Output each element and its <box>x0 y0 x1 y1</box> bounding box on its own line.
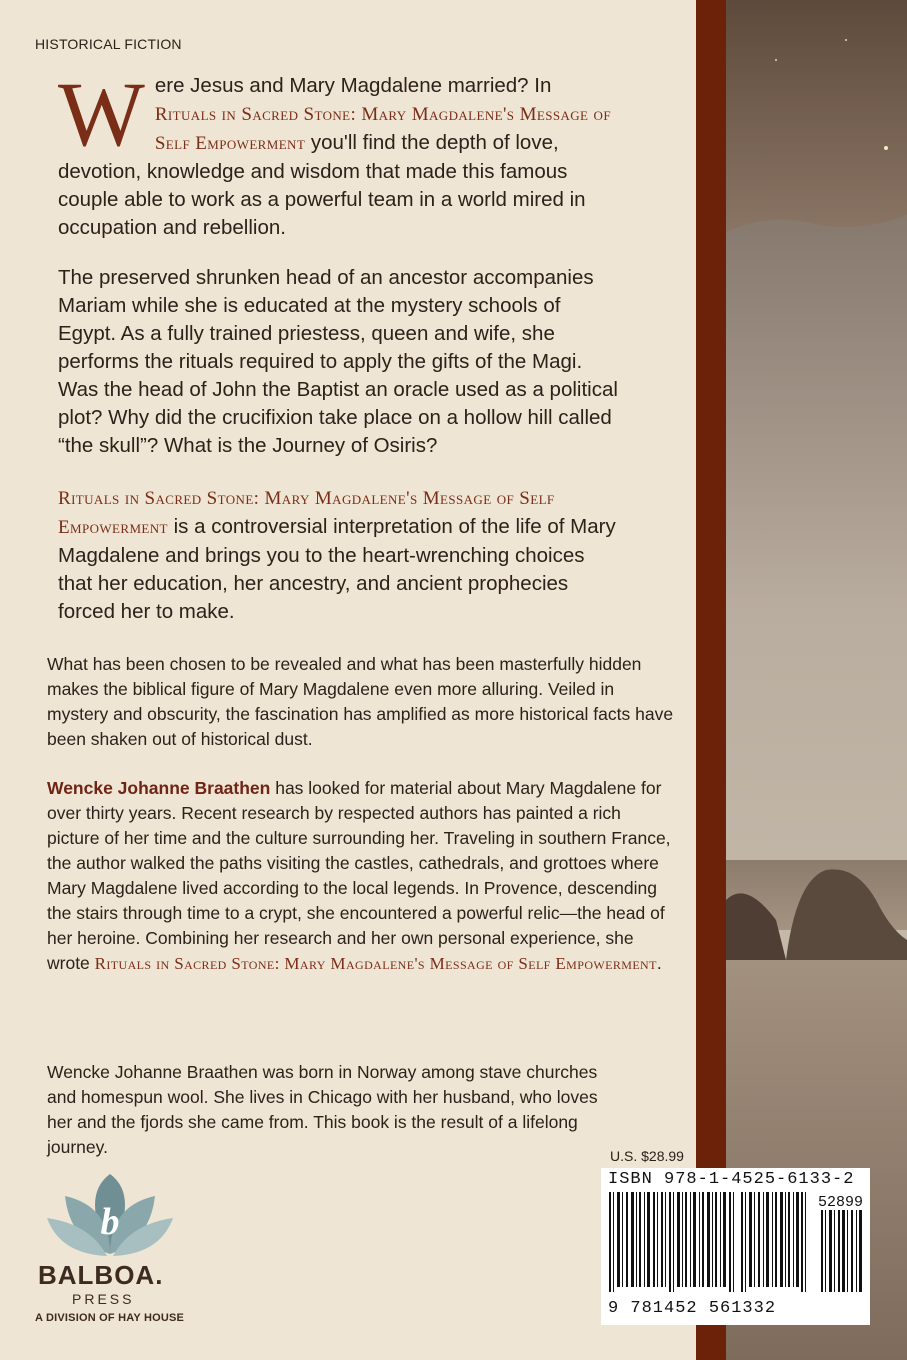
spine-stripe <box>696 0 726 1360</box>
interpretation-paragraph <box>58 484 618 626</box>
isbn-label: ISBN 978-1-4525-6133-2 <box>608 1170 855 1189</box>
category-label: HISTORICAL FICTION <box>35 36 182 52</box>
interpretation-rest: is a controversial interpretation of the life of Mary Magdalene and brings you to the heart-wrenching choices that her education, her ancestry, and ancient prophecies forced her to make. <box>58 515 616 623</box>
intro-paragraph <box>58 63 618 242</box>
intro-rest: you'll find the depth of love, devotion, knowledge and wisdom that made this famous couple able to work as a powerful team in a world mired in occupation and rebellion. <box>58 131 586 239</box>
mystery-paragraph: What has been chosen to be revealed and what has been masterfully hidden makes the biblical figure of Mary Magdalene even more alluring. Veiled in mystery and obscurity, the fascination has amplified as more historical facts have been shaken out of historical dust. <box>47 654 674 749</box>
author-research-paragraph: Wencke Johanne Braathen has looked for material about Mary Magdalene for over thirty years. Recent research by respected authors has painted a rich picture of her time and the culture surrounding her. Traveling in southern France, the author walked the paths visiting the castles, cathedrals, and grottoes where Mary Magdalene lived according to the local legends. In Provence, descending the stairs through time to a crypt, she encountered a powerful relic—the head of her heroine. Combining her research and her own personal experience, she wrote Rituals in Sacred Stone: Mary Magdalene's Message of Self Empowerment. <box>47 778 671 973</box>
drop-cap: W <box>58 63 145 165</box>
synopsis-paragraph: The preserved shrunken head of an ancestor accompanies Mariam while she is educated at the mystery schools of Egypt. As a fully trained priestess, queen and wife, she performs the rituals required to apply the gifts of the Magi. Was the head of John the Baptist an oracle used as a political plot? Why did the crucifixion take place on a hollow hill called “the skull”? What is the Journey of Osiris? <box>58 266 618 457</box>
author-name: Wencke Johanne Braathen <box>47 778 271 798</box>
publisher-wordmark <box>38 1260 188 1307</box>
beach-photo <box>726 0 907 1360</box>
price-label: U.S. $28.99 <box>610 1148 684 1164</box>
logo-letter: b <box>100 1201 120 1243</box>
publisher-name: BALBOA. <box>38 1260 164 1290</box>
intro-lead: ere Jesus and Mary Magdalene married? In <box>154 74 552 97</box>
book-title-inline: Rituals in Sacred Stone: Mary Magdalene's Message of Self Empowerment <box>58 488 555 538</box>
barcode-addon-code: 52899 <box>818 1194 864 1211</box>
balboa-lotus-logo <box>35 1166 185 1266</box>
publisher-sub: PRESS <box>72 1291 135 1307</box>
barcode-number: 9 781452 561332 <box>608 1299 777 1318</box>
publisher-division: A DIVISION OF HAY HOUSE <box>35 1312 185 1324</box>
author-research-text: has looked for material about Mary Magdalene for over thirty years. Recent research by respected authors has painted a rich picture of her time and the culture surrounding her. Traveling in southern France, the author walked the paths visiting the castles, cathedrals, and grottoes where Mary Magdalene lived according to the local legends. In Provence, descending the stairs through time to a crypt, she encountered a powerful relic—the head of her heroine. Combining her research and her own personal experience, she wrote <box>47 778 671 973</box>
book-title-inline: Rituals in Sacred Stone: Mary Magdalene's Message of Self Empowerment <box>154 104 611 154</box>
author-bio-paragraph: Wencke Johanne Braathen was born in Norway among stave churches and homespun wool. She lives in Chicago with her husband, who loves her and the fjords she came from. This book is the result of a lifelong journey. <box>47 1062 598 1157</box>
book-title-inline: Rituals in Sacred Stone: Mary Magdalene's Message of Self Empowerment <box>94 954 657 973</box>
